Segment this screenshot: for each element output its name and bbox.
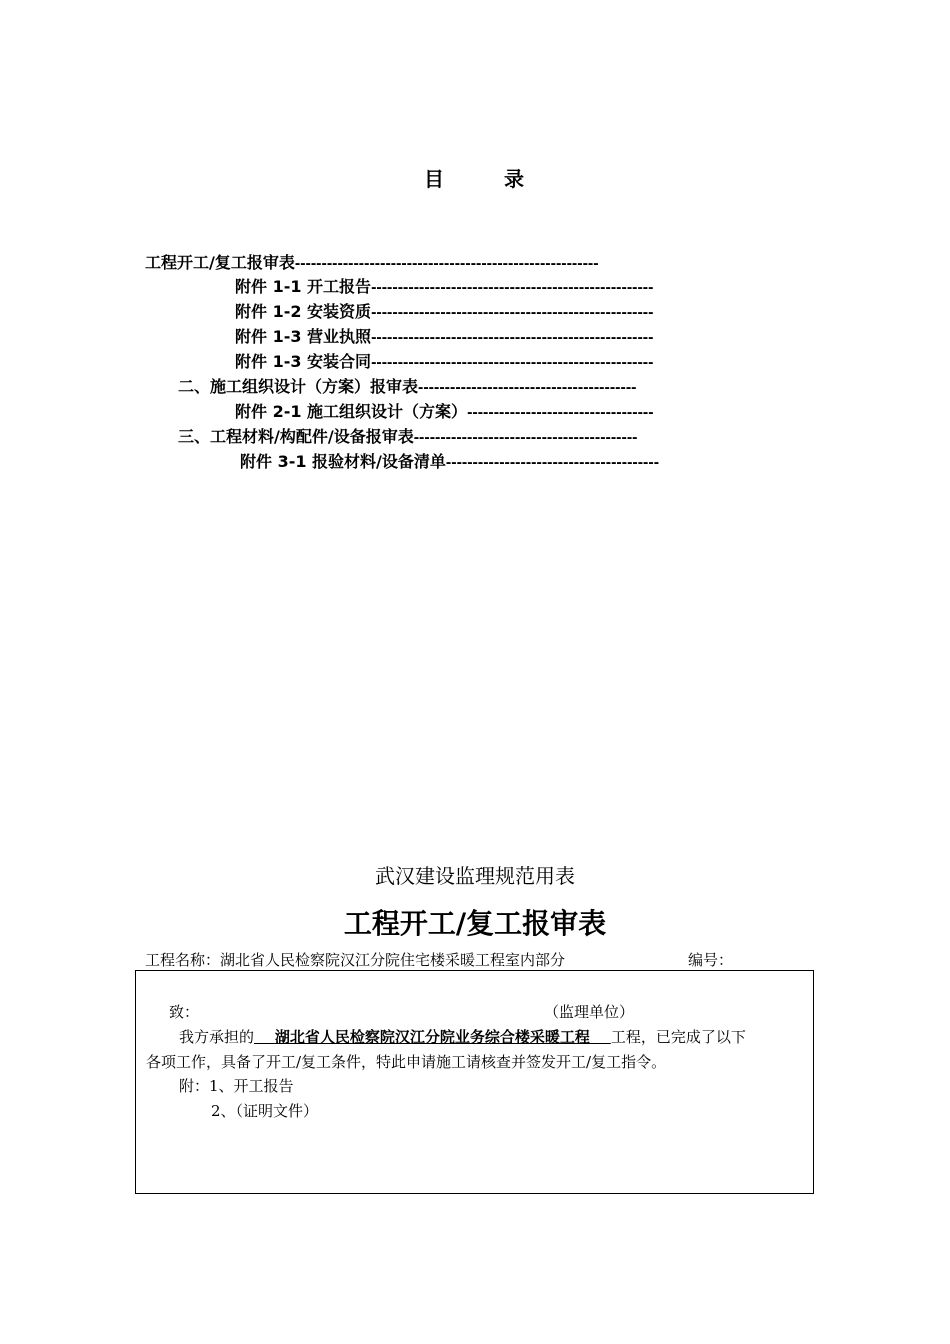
toc-item-9[interactable] (240, 452, 719, 473)
toc-item-7[interactable] (235, 402, 721, 423)
toc-item-4[interactable] (235, 327, 715, 348)
toc-item-label: 附件 1-3 安装合同 (235, 352, 372, 371)
toc-leader: ----------------------------------------------------- (371, 354, 654, 371)
toc-item-label: 二、施工组织设计（方案）报审表 (178, 377, 419, 396)
toc-item-5[interactable] (235, 352, 715, 373)
body-project-name: 湖北省人民检察院汉江分院业务综合楼采暖工程 (274, 1028, 590, 1046)
toc-item-label: 三、工程材料/构配件/设备报审表 (178, 427, 414, 446)
toc-leader: ----------------------------------- (467, 404, 654, 421)
toc-item-6[interactable] (178, 377, 721, 398)
toc-leader: ----------------------------------------- (418, 379, 637, 396)
toc-leader: ----------------------------------------------------- (371, 279, 654, 296)
application-box (135, 970, 814, 1194)
toc-leader: ------------------------------------------ (413, 429, 638, 446)
body-prefix: 我方承担的 (179, 1028, 255, 1046)
toc-item-label: 工程开工/复工报审表 (145, 253, 295, 272)
form-title: 工程开工/复工报审表 (343, 907, 607, 940)
project-name-line: 工程名称：湖北省人民检察院汉江分院住宅楼采暖工程室内部分 (145, 951, 566, 969)
toc-title-right: 录 (504, 167, 526, 191)
toc-item-label: 附件 1-1 开工报告 (235, 277, 372, 296)
attachment-1: 附：1、开工报告 (179, 1077, 294, 1095)
toc-title (0, 163, 950, 192)
toc-item-label: 附件 2-1 施工组织设计（方案） (235, 402, 468, 421)
toc-leader: ----------------------------------------------------- (371, 329, 654, 346)
toc-item-label: 附件 3-1 报验材料/设备清单 (240, 452, 446, 471)
toc-title-left: 目 (424, 167, 446, 191)
body-line-2: 各项工作，具备了开工/复工条件，特此申请施工请核查并签发开工/复工指令。 (146, 1053, 667, 1071)
toc-item-3[interactable] (235, 302, 715, 323)
attachment-2: 2、（证明文件） (211, 1102, 319, 1120)
body-line-1 (179, 1026, 746, 1047)
toc-item-label: 附件 1-3 营业执照 (235, 327, 372, 346)
toc-item-1[interactable] (145, 253, 686, 274)
toc-leader: --------------------------------------------------------- (294, 255, 599, 272)
form-subtitle: 武汉建设监理规范用表 (375, 864, 575, 888)
to-label: 致： (169, 1003, 200, 1021)
toc-item-label: 附件 1-2 安装资质 (235, 302, 372, 321)
body-suffix: 工程，已完成了以下 (610, 1028, 746, 1046)
number-label: 编号： (688, 951, 734, 969)
toc-item-2[interactable] (235, 277, 715, 298)
toc-leader: ----------------------------------------------------- (371, 304, 654, 321)
supervisor-unit-label: （监理单位） (544, 1003, 635, 1021)
toc-item-8[interactable] (178, 427, 718, 448)
toc-leader: ---------------------------------------- (445, 454, 660, 471)
